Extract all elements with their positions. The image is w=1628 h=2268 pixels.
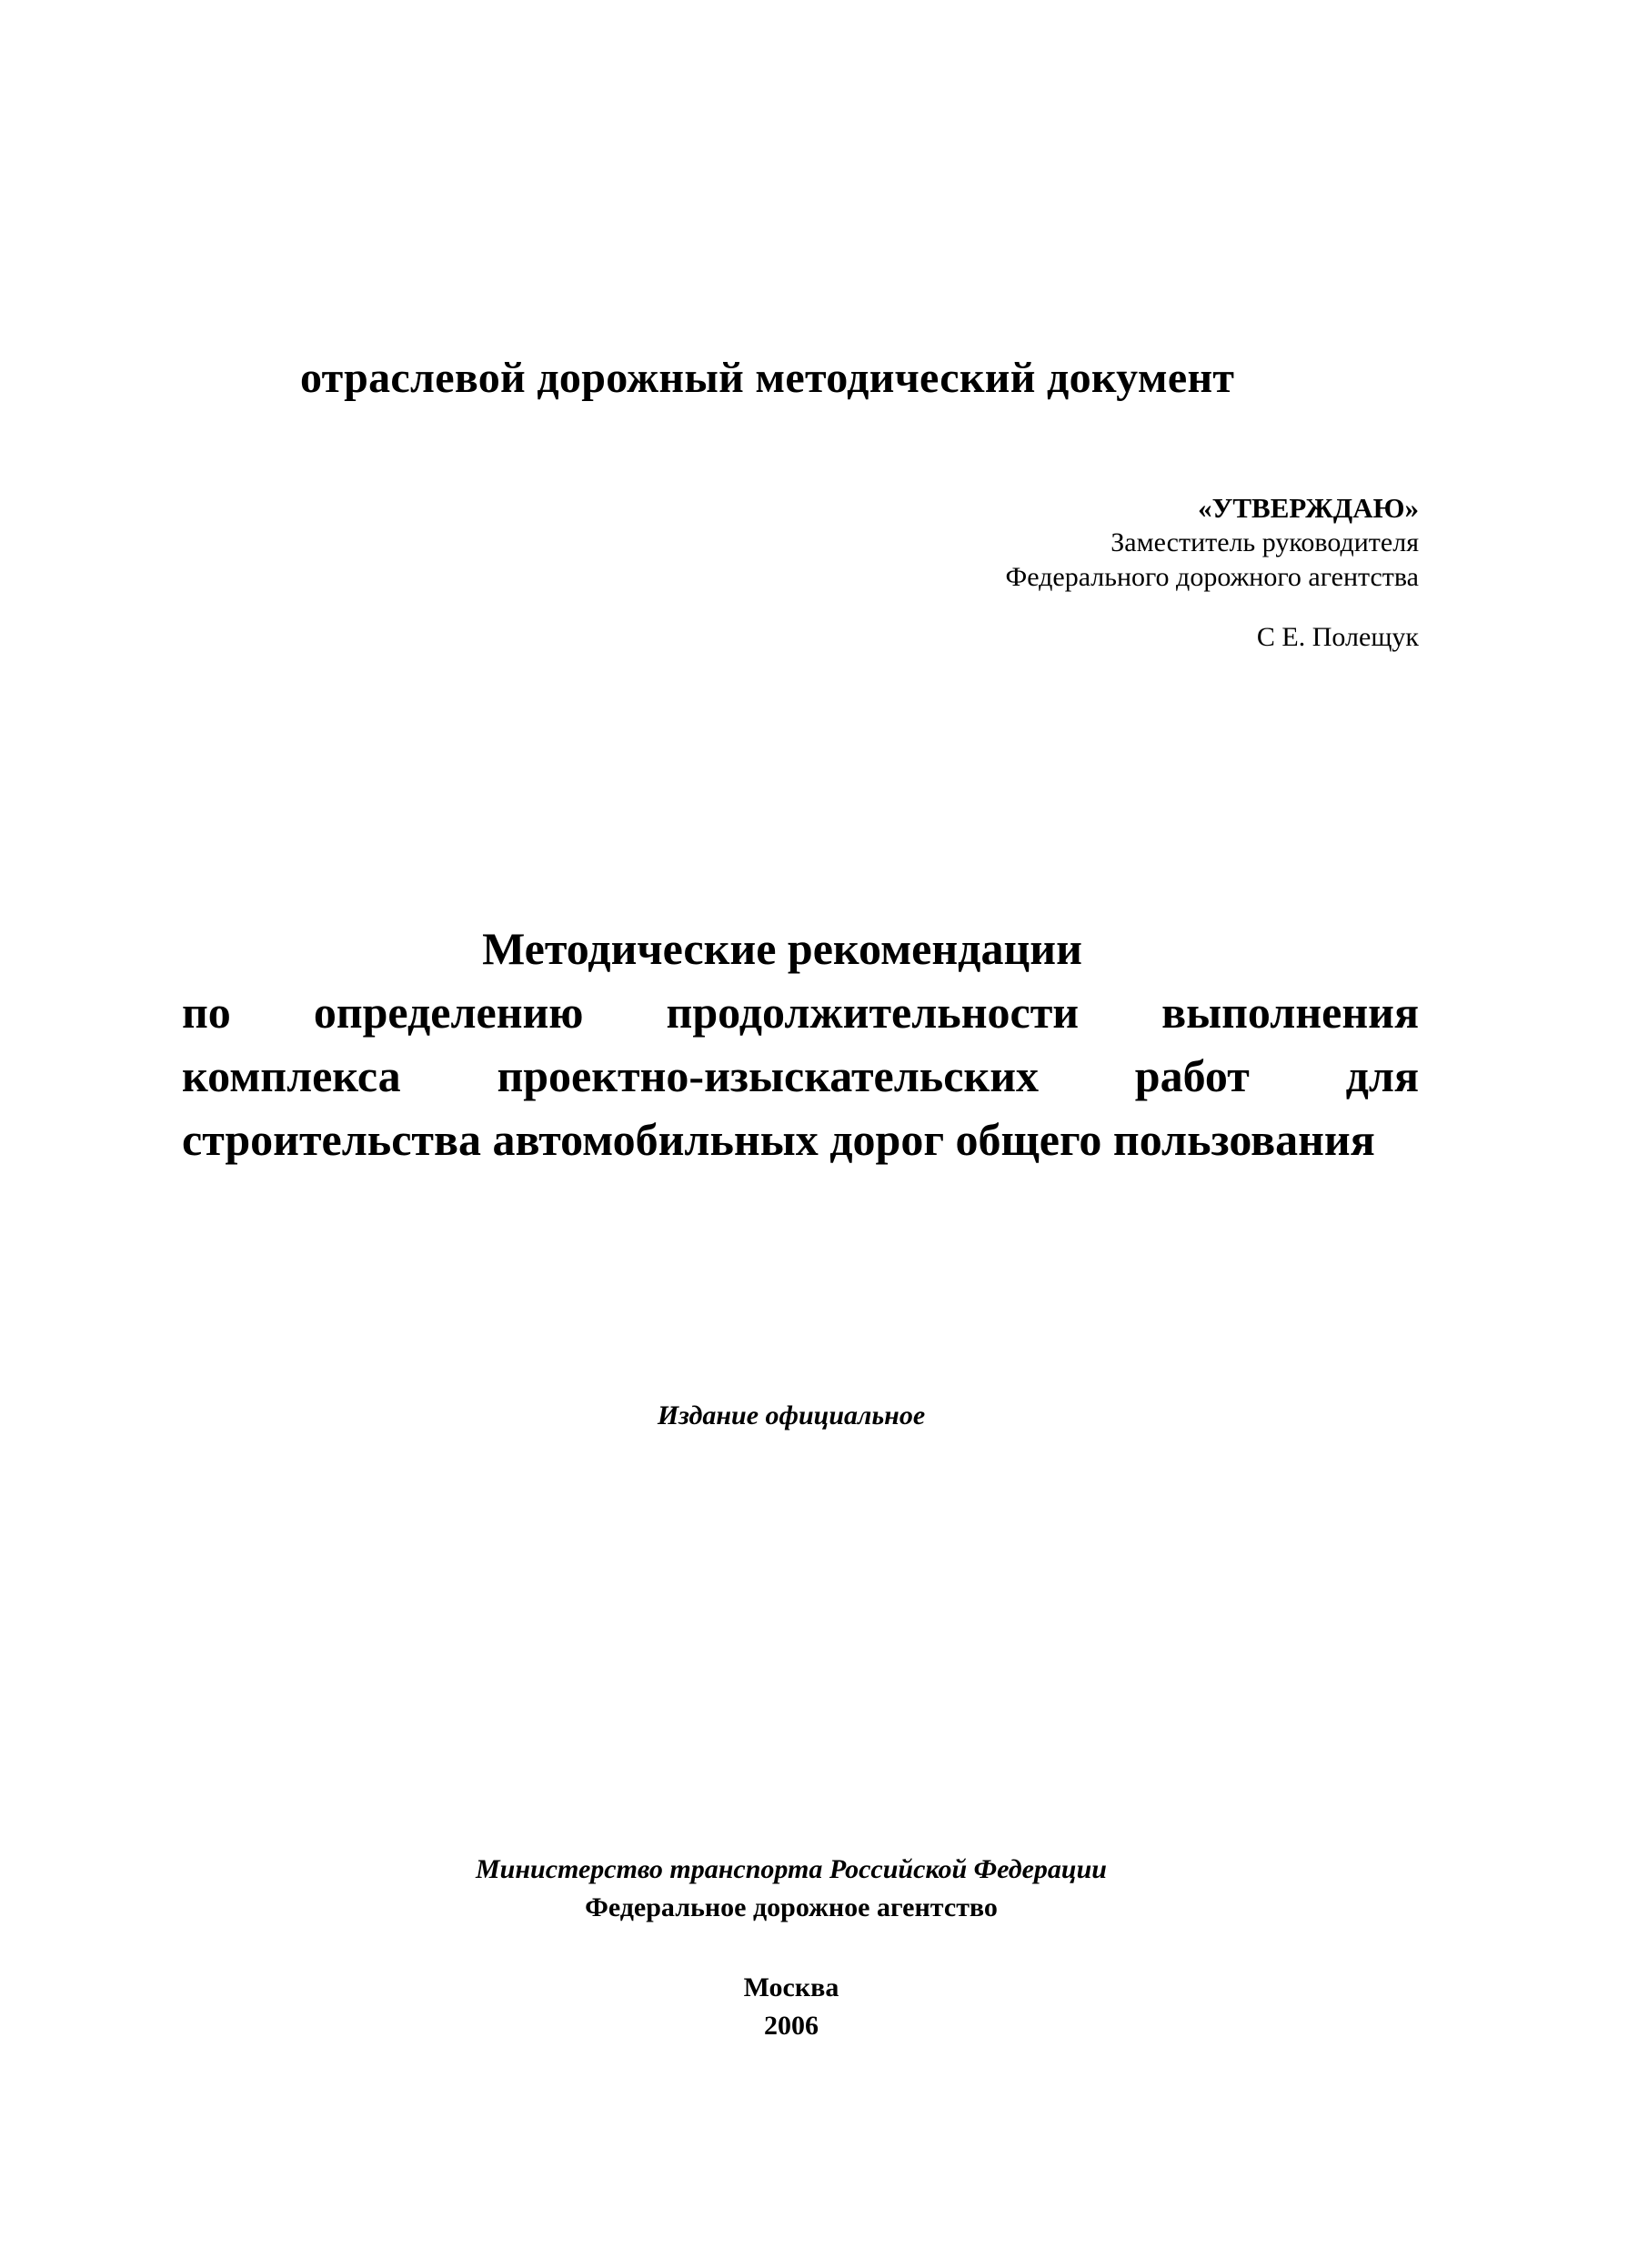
title-word: определению [313, 987, 584, 1038]
title-line-4: строительства автомобильных дорог общего пользования [182, 1114, 1375, 1165]
title-main: Методические рекомендации [482, 923, 1082, 974]
publisher-block [0, 1851, 1583, 2045]
publisher-city: Москва [743, 1972, 839, 2002]
title-word: работ [1134, 1050, 1250, 1101]
document-title [182, 917, 1419, 1171]
approval-position-line-2: Федерального дорожного агентства [1005, 562, 1419, 592]
approval-signer: С Е. Полещук [1256, 622, 1419, 652]
title-word: для [1345, 1050, 1419, 1101]
document-type-heading: отраслевой дорожный методический документ [300, 354, 1235, 402]
approval-position-line-1: Заместитель руководителя [1110, 527, 1419, 557]
publisher-agency: Федеральное дорожное агентство [585, 1892, 998, 1922]
title-line-2 [182, 980, 1419, 1044]
title-line-3 [182, 1044, 1419, 1108]
publisher-ministry: Министерство транспорта Российской Федерации [476, 1854, 1107, 1884]
title-word: проектно-изыскательских [497, 1050, 1040, 1101]
title-word: по [182, 987, 231, 1038]
edition-label: Издание официальное [657, 1400, 926, 1430]
title-word: комплекса [182, 1050, 401, 1101]
approval-stamp: «УТВЕРЖДАЮ» [1198, 492, 1419, 524]
title-word: выполнения [1161, 987, 1419, 1038]
title-word: продолжительности [666, 987, 1080, 1038]
approval-block [782, 491, 1419, 655]
publisher-year: 2006 [764, 2011, 819, 2041]
